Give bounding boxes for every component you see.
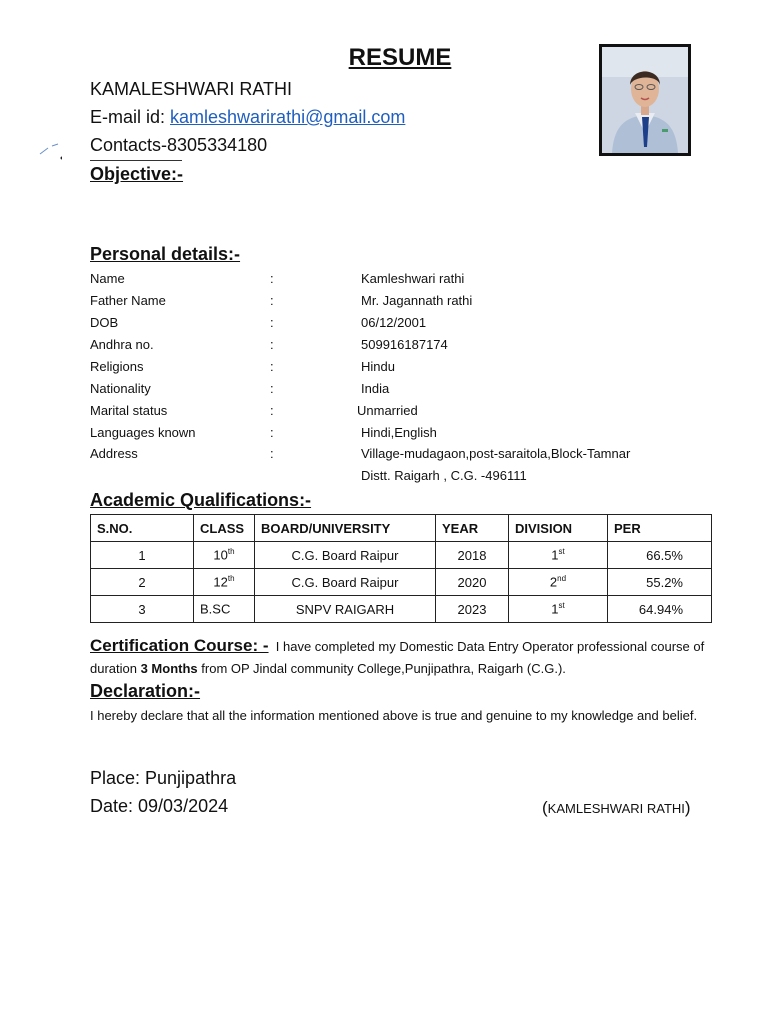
pd-colon: : xyxy=(270,315,274,330)
certification-text-a: I have completed my Domestic Data Entry Operator professional course of duration xyxy=(90,639,705,676)
col-division: DIVISION xyxy=(509,515,608,542)
signature-name: KAMLESHWARI RATHI xyxy=(547,801,685,816)
table-row xyxy=(91,569,712,596)
contact-line: Contacts-8305334180 xyxy=(90,135,268,155)
cell-per: 64.94% xyxy=(608,596,712,623)
pd-colon: : xyxy=(270,425,274,440)
col-year: YEAR xyxy=(436,515,509,542)
cell-class: 12th xyxy=(194,569,255,596)
cell-year: 2020 xyxy=(436,569,509,596)
resume-title: RESUME xyxy=(348,44,452,71)
cell-class: 10th xyxy=(194,542,255,569)
cell-division: 1st xyxy=(509,596,608,623)
cell-year: 2023 xyxy=(436,596,509,623)
pd-value-andhra: 509916187174 xyxy=(361,337,448,352)
cell-board: C.G. Board Raipur xyxy=(255,542,436,569)
pd-value-dob: 06/12/2001 xyxy=(361,315,427,330)
certification-duration: 3 Months xyxy=(140,661,198,676)
pd-value-religion: Hindu xyxy=(361,359,395,374)
email-line xyxy=(90,107,405,128)
pd-value-nationality: India xyxy=(361,381,390,396)
place: Place: Punjipathra xyxy=(90,768,237,788)
pd-label-marital: Marital status xyxy=(90,403,168,418)
pd-label-languages: Languages known xyxy=(90,425,196,440)
cell-board: C.G. Board Raipur xyxy=(255,569,436,596)
cell-per: 55.2% xyxy=(608,569,712,596)
certification-block xyxy=(90,635,710,680)
pd-value-marital: Unmarried xyxy=(357,403,418,418)
pd-label-nationality: Nationality xyxy=(90,381,151,396)
table-row xyxy=(91,596,712,623)
cell-board: SNPV RAIGARH xyxy=(255,596,436,623)
pd-value-name: Kamleshwari rathi xyxy=(361,271,465,286)
pd-value-father-name: Mr. Jagannath rathi xyxy=(361,293,473,308)
pd-label-father-name: Father Name xyxy=(90,293,166,308)
pd-colon: : xyxy=(270,271,274,286)
academic-heading: Academic Qualifications:- xyxy=(90,490,312,510)
declaration-text: I hereby declare that all the information mentioned above is true and genuine to my knowledge and belief. xyxy=(90,708,698,723)
objective-heading: Objective:- xyxy=(90,164,184,184)
pd-value-address: Village-mudagaon,post-saraitola,Block-Tamnar xyxy=(361,446,631,461)
cell-class: B.SC xyxy=(194,596,255,623)
profile-photo xyxy=(599,44,691,156)
col-per: PER xyxy=(608,515,712,542)
pd-label-address: Address xyxy=(90,446,138,461)
pen-stroke-icon xyxy=(38,138,62,162)
candidate-name: KAMALESHWARI RATHI xyxy=(90,79,293,99)
pd-colon: : xyxy=(270,337,274,352)
email-label: E-mail id: xyxy=(90,107,166,127)
date: Date: 09/03/2024 xyxy=(90,796,229,816)
academic-table xyxy=(90,514,712,623)
cell-sno: 1 xyxy=(91,542,194,569)
cell-division: 2nd xyxy=(509,569,608,596)
pd-value-address-line2: Distt. Raigarh , C.G. -496111 xyxy=(361,468,527,483)
pd-label-religion: Religions xyxy=(90,359,144,374)
pd-colon: : xyxy=(270,381,274,396)
personal-heading: Personal details:- xyxy=(90,244,241,264)
pd-colon: : xyxy=(270,293,274,308)
declaration-heading: Declaration:- xyxy=(90,681,201,701)
pd-label-andhra: Andhra no. xyxy=(90,337,154,352)
pd-colon: : xyxy=(270,359,274,374)
stray-mark xyxy=(38,138,62,165)
cell-sno: 2 xyxy=(91,569,194,596)
table-header-row xyxy=(91,515,712,542)
pd-value-languages: Hindi,English xyxy=(361,425,437,440)
pd-colon: : xyxy=(270,446,274,461)
certification-text-b: from OP Jindal community College,Punjipathra, Raigarh (C.G.). xyxy=(197,661,566,676)
col-board: BOARD/UNIVERSITY xyxy=(255,515,436,542)
col-sno: S.NO. xyxy=(91,515,194,542)
table-row xyxy=(91,542,712,569)
signature-open-paren: ( xyxy=(542,798,548,817)
cell-per: 66.5% xyxy=(608,542,712,569)
col-class: CLASS xyxy=(194,515,255,542)
cell-year: 2018 xyxy=(436,542,509,569)
signature-block xyxy=(542,798,691,818)
signature-close-paren: ) xyxy=(684,798,691,817)
pd-colon: : xyxy=(270,403,274,418)
certification-heading: Certification Course: - xyxy=(90,636,269,655)
email-link[interactable]: kamleshwarirathi@gmail.com xyxy=(170,107,406,127)
cell-sno: 3 xyxy=(91,596,194,623)
pd-label-dob: DOB xyxy=(90,315,119,330)
divider xyxy=(90,160,182,161)
cell-division: 1st xyxy=(509,542,608,569)
pd-label-name: Name xyxy=(90,271,125,286)
profile-photo-image xyxy=(602,47,688,153)
